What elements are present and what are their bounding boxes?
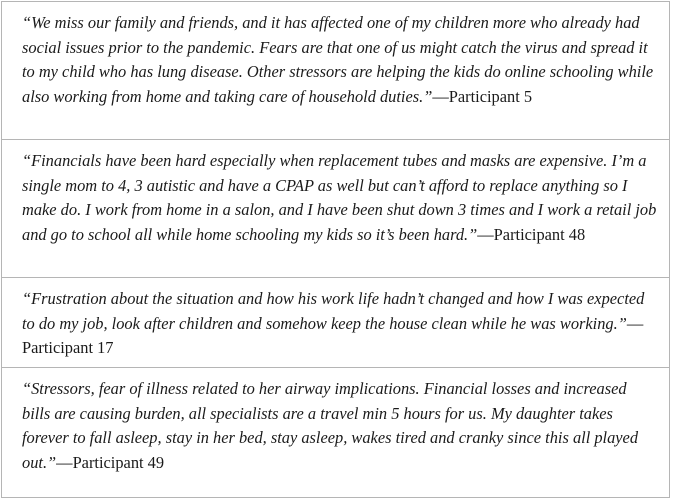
quote-attribution: —Participant 49 [56, 452, 165, 472]
quote-text: “We miss our family and friends, and it has affected one of my children more who already had social issues prior to the pandemic. Fears are that one of us might catch the virus and spread it to my child who has lung disease. Other stressors are helping the kids do online schooling while also working from home and taking care of household duties.” [22, 13, 654, 106]
quote-row [2, 368, 669, 497]
quote-row [2, 278, 669, 368]
quote-attribution: —Participant 5 [432, 86, 533, 106]
quote-text: “Stressors, fear of illness related to her airway implications. Financial losses and increased bills are causing burden, all specialists are a travel min 5 hours for us. My daughter takes forever to fall asleep, stay in her bed, stay asleep, wakes tired and cranky since this all played out.” [22, 379, 639, 472]
quotes-table [1, 1, 670, 498]
quote-row [2, 2, 669, 140]
quote-row [2, 140, 669, 278]
quote-attribution: —Participant 48 [477, 224, 586, 244]
quote-text: “Frustration about the situation and how his work life hadn’t changed and how I was expected to do my job, look after children and somehow keep the house clean while he was working.” [22, 289, 645, 333]
quote-attribution: —Participant 17 [22, 313, 644, 358]
quote-text: “Financials have been hard especially when replacement tubes and masks are expensive. I’m a single mom to 4, 3 autistic and have a CPAP as well but can’t afford to replace anything so I make do. I work from home in a salon, and I have been shut down 3 times and I work a retail job and go to school all while home schooling my kids so it’s been hard.” [22, 151, 657, 244]
